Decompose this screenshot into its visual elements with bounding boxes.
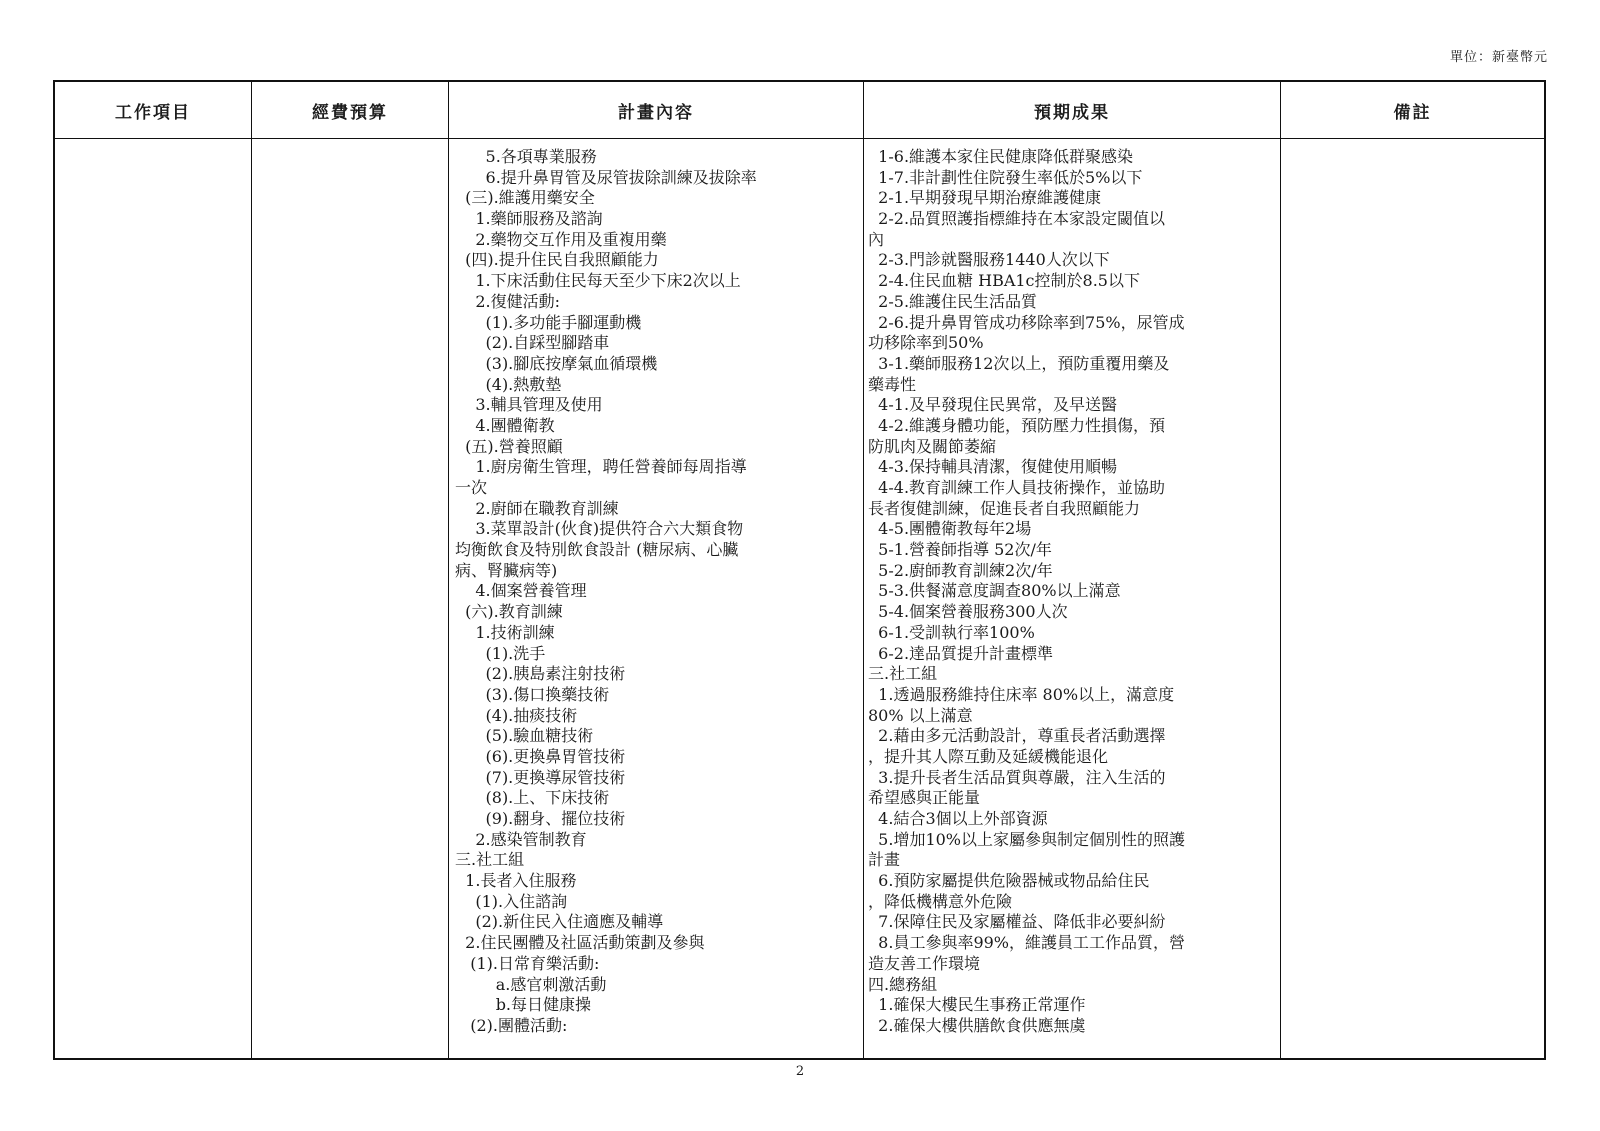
plan-content-line: 3.輔具管理及使用 bbox=[455, 395, 603, 415]
plan-content-lines bbox=[449, 139, 863, 1037]
expected-result-lines bbox=[864, 139, 1280, 1037]
plan-content-line: (1).洗手 bbox=[455, 643, 546, 663]
plan-content-line: 三.社工組 bbox=[455, 850, 525, 870]
plan-content-line: 4.團體衛教 bbox=[455, 415, 555, 435]
expected-result-line: 80% 以上滿意 bbox=[868, 705, 973, 725]
expected-result-line: 4-3.保持輔具清潔，復健使用順暢 bbox=[868, 457, 1118, 477]
expected-result-line: 4-4.教育訓練工作人員技術操作，並協助 bbox=[868, 478, 1166, 497]
plan-content-line: 4.個案營養管理 bbox=[455, 581, 587, 601]
expected-result-line: 計畫 bbox=[868, 850, 901, 870]
plan-content-line: (5).驗血糖技術 bbox=[455, 726, 594, 746]
plan-content-line: (2).胰島素注射技術 bbox=[455, 664, 626, 684]
unit-label: 單位：新臺幣元 bbox=[1449, 50, 1548, 65]
expected-result-line: 2.確保大樓供膳飲食供應無虞 bbox=[868, 1015, 1086, 1035]
expected-result-line: 5-4.個案營養服務300人次 bbox=[868, 602, 1068, 622]
expected-result-line: 6-1.受訓執行率100% bbox=[868, 622, 1035, 642]
expected-result-line: 5-2.廚師教育訓練2次/年 bbox=[868, 560, 1053, 580]
expected-result-line: 3.提升長者生活品質與尊嚴，注入生活的 bbox=[868, 767, 1166, 787]
header-row bbox=[54, 81, 1545, 139]
expected-result-line: 5-3.供餐滿意度調查80%以上滿意 bbox=[868, 581, 1121, 601]
plan-content-line: (1).日常育樂活動: bbox=[455, 953, 600, 973]
expected-result-line: 2-1.早期發現早期治療維護健康 bbox=[868, 188, 1102, 208]
plan-content-line: 5.各項專業服務 bbox=[455, 147, 597, 166]
plan-content-line: 1.下床活動住民每天至少下床2次以上 bbox=[455, 271, 741, 291]
header-work-item: 工作項目 bbox=[54, 81, 252, 139]
plan-content-line: 1.技術訓練 bbox=[455, 622, 555, 642]
plan-content-line: 1.廚房衛生管理，聘任營養師每周指導 bbox=[455, 457, 747, 477]
header-budget: 經費預算 bbox=[252, 81, 449, 139]
expected-result-line: 4.結合3個以上外部資源 bbox=[868, 809, 1048, 828]
expected-result-line: 2-5.維護住民生活品質 bbox=[868, 291, 1038, 311]
plan-content-line: 2.感染管制教育 bbox=[455, 829, 587, 849]
expected-result-line: 5.增加10%以上家屬參與制定個別性的照護 bbox=[868, 829, 1186, 849]
expected-result-line: 三.社工組 bbox=[868, 664, 938, 684]
expected-result-line: 6.預防家屬提供危險器械或物品給住民 bbox=[868, 871, 1150, 891]
plan-content-line: (五).營養照顧 bbox=[455, 436, 563, 456]
expected-result-line: 藥毒性 bbox=[868, 374, 917, 394]
remarks-cell bbox=[1281, 139, 1546, 1060]
expected-result-line: 希望感與正能量 bbox=[868, 788, 981, 808]
plan-content-line: 2.藥物交互作用及重複用藥 bbox=[455, 229, 667, 249]
plan-content-line: 病、腎臟病等) bbox=[455, 560, 558, 580]
plan-content-line: (2).自踩型腳踏車 bbox=[455, 333, 610, 353]
plan-content-line: (3).傷口換藥技術 bbox=[455, 684, 610, 704]
expected-result-line: 4-5.團體衛教每年2場 bbox=[868, 519, 1032, 539]
expected-result-line: 2-4.住民血糖 HBA1c控制於8.5以下 bbox=[868, 271, 1140, 291]
plan-content-line: (2).新住民入住適應及輔導 bbox=[455, 912, 664, 932]
expected-result-line: 1-7.非計劃性住院發生率低於5%以下 bbox=[868, 167, 1143, 187]
expected-result-line: 造友善工作環境 bbox=[868, 953, 981, 973]
expected-result-line: 1.透過服務維持住床率 80%以上，滿意度 bbox=[868, 684, 1175, 704]
expected-result-line: 3-1.藥師服務12次以上，預防重覆用藥及 bbox=[868, 353, 1170, 373]
plan-content-line: (6).更換鼻胃管技術 bbox=[455, 746, 626, 766]
plan-content-line: b.每日健康操 bbox=[455, 995, 592, 1015]
plan-content-line: 2.復健活動: bbox=[455, 291, 561, 311]
plan-content-line: 2.廚師在職教育訓練 bbox=[455, 498, 619, 518]
expected-result-cell bbox=[864, 139, 1281, 1060]
plan-content-line: 3.菜單設計(伙食)提供符合六大類食物 bbox=[455, 519, 744, 539]
plan-content-line: 1.藥師服務及諮詢 bbox=[455, 209, 603, 229]
expected-result-line: ，降低機構意外危險 bbox=[868, 891, 1013, 911]
header-remarks: 備註 bbox=[1281, 81, 1546, 139]
content-row bbox=[54, 139, 1545, 1060]
plan-table bbox=[53, 80, 1546, 1060]
plan-content-line: (3).腳底按摩氣血循環機 bbox=[455, 353, 658, 373]
plan-content-cell bbox=[449, 139, 864, 1060]
expected-result-line: 8.員工參與率99%，維護員工工作品質，營 bbox=[868, 933, 1186, 953]
expected-result-line: 6-2.達品質提升計畫標準 bbox=[868, 643, 1054, 663]
plan-content-line: (四).提升住民自我照顧能力 bbox=[455, 250, 659, 270]
plan-content-line: a.感官刺激活動 bbox=[455, 974, 607, 994]
expected-result-line: 4-1.及早發現住民異常，及早送醫 bbox=[868, 395, 1118, 415]
expected-result-line: ，提升其人際互動及延緩機能退化 bbox=[868, 746, 1109, 766]
work-item-cell bbox=[54, 139, 252, 1060]
plan-content-line: (1).入住諮詢 bbox=[455, 891, 568, 911]
expected-result-line: 功移除率到50% bbox=[868, 333, 984, 353]
plan-content-line: (六).教育訓練 bbox=[455, 602, 563, 622]
expected-result-line: 7.保障住民及家屬權益、降低非必要糾紛 bbox=[868, 912, 1166, 932]
header-expected-result: 預期成果 bbox=[864, 81, 1281, 139]
expected-result-line: 2-6.提升鼻胃管成功移除率到75%，尿管成 bbox=[868, 312, 1185, 332]
plan-content-line: (4).熱敷墊 bbox=[455, 374, 562, 394]
plan-content-line: (2).團體活動: bbox=[455, 1015, 568, 1035]
plan-content-line: (4).抽痰技術 bbox=[455, 705, 578, 725]
plan-content-line: 6.提升鼻胃管及尿管拔除訓練及拔除率 bbox=[455, 167, 757, 187]
expected-result-line: 內 bbox=[868, 229, 885, 249]
plan-content-line: 1.長者入住服務 bbox=[455, 871, 577, 891]
expected-result-line: 1-6.維護本家住民健康降低群聚感染 bbox=[868, 147, 1134, 166]
expected-result-line: 2-2.品質照護指標維持在本家設定閾值以 bbox=[868, 209, 1166, 229]
plan-content-line: (7).更換導尿管技術 bbox=[455, 767, 626, 787]
expected-result-line: 2-3.門診就醫服務1440人次以下 bbox=[868, 250, 1110, 270]
plan-content-line: 2.住民團體及社區活動策劃及參與 bbox=[455, 933, 705, 953]
page-number: 2 bbox=[795, 1064, 805, 1079]
budget-cell bbox=[252, 139, 449, 1060]
expected-result-line: 4-2.維護身體功能，預防壓力性損傷，預 bbox=[868, 415, 1166, 435]
plan-content-line: (三).維護用藥安全 bbox=[455, 188, 595, 208]
expected-result-line: 1.確保大樓民生事務正常運作 bbox=[868, 995, 1086, 1015]
expected-result-line: 防肌肉及關節萎縮 bbox=[868, 436, 997, 456]
expected-result-line: 5-1.營養師指導 52次/年 bbox=[868, 540, 1052, 560]
plan-content-line: (8).上、下床技術 bbox=[455, 788, 610, 808]
plan-content-line: (9).翻身、擺位技術 bbox=[455, 809, 626, 828]
expected-result-line: 四.總務組 bbox=[868, 974, 938, 994]
header-plan-content: 計畫內容 bbox=[449, 81, 864, 139]
plan-content-line: 一次 bbox=[455, 478, 488, 497]
plan-content-line: 均衡飲食及特別飲食設計 (糖尿病、心臟 bbox=[455, 540, 739, 560]
expected-result-line: 2.藉由多元活動設計，尊重長者活動選擇 bbox=[868, 726, 1166, 746]
plan-content-line: (1).多功能手腳運動機 bbox=[455, 312, 642, 332]
expected-result-line: 長者復健訓練，促進長者自我照顧能力 bbox=[868, 498, 1141, 518]
